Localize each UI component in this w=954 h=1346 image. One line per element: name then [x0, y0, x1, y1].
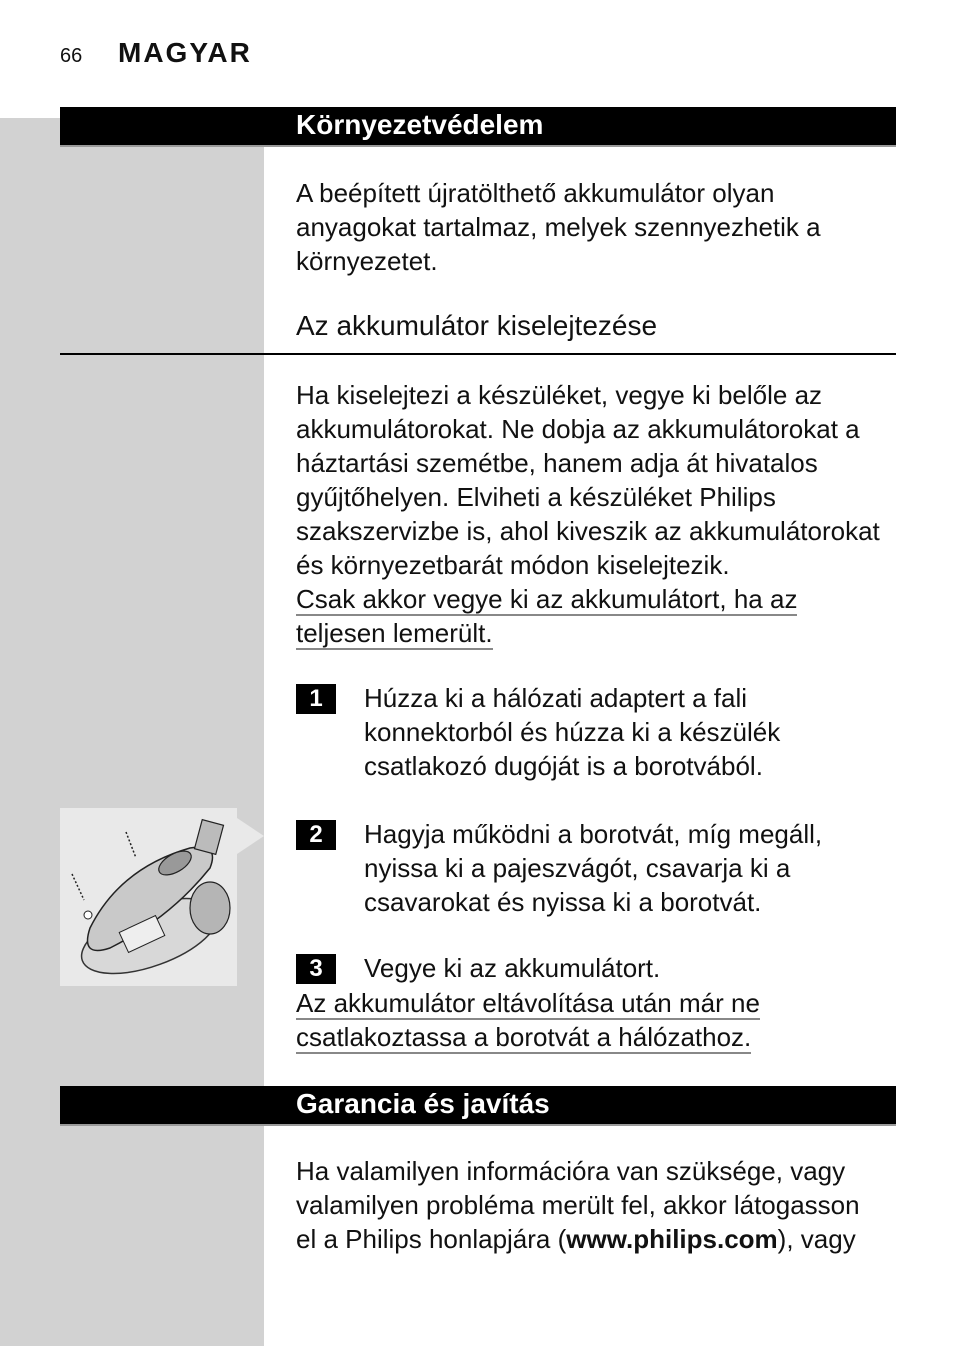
philips-website-link[interactable]: www.philips.com [566, 1224, 778, 1254]
para-line: Ha kiselejtezi a készüléket, vegye ki belőle az [296, 380, 823, 410]
language-heading: MAGYAR [118, 37, 252, 68]
para-line: akkumulátorokat. Ne dobja az akkumulátorokat a [296, 414, 860, 444]
step-line: csavarokat és nyissa ki a borotvát. [364, 887, 762, 917]
warranty-paragraph [296, 1154, 896, 1256]
para-text: ), vagy [777, 1224, 856, 1254]
note-discharge [296, 582, 797, 650]
step-number: 3 [296, 954, 336, 984]
disposal-paragraph [296, 378, 896, 582]
step-line: csatlakozó dugóját is a borotvából. [364, 751, 763, 781]
para-text: el a Philips honlapjára ( [296, 1224, 567, 1254]
note-after-removal [296, 986, 760, 1054]
para-line: szakszervizbe is, ahol kiveszik az akkumulátorokat [296, 516, 880, 546]
section-title: Környezetvédelem [296, 109, 544, 140]
step-number: 1 [296, 684, 336, 714]
section-header-warranty [60, 1086, 896, 1126]
step-text [364, 681, 904, 783]
step-line: nyissa ki a pajeszvágót, csavarja ki a [364, 853, 791, 883]
para-line: és környezetbarát módon kiselejtezik. [296, 550, 730, 580]
step-line: Hagyja működni a borotvát, míg megáll, [364, 819, 823, 849]
note-line: teljesen lemerült. [296, 618, 493, 648]
note-line: Csak akkor vegye ki az akkumulátort, ha az [296, 584, 798, 614]
step-line: Húzza ki a hálózati adaptert a fali [364, 683, 747, 713]
shaver-drawing-icon [60, 808, 237, 986]
step-line: Vegye ki az akkumulátort. [364, 953, 661, 983]
illustration-pointer [237, 818, 264, 854]
step-text [364, 951, 904, 985]
para-line: gyűjtőhelyen. Elviheti a készüléket Philips [296, 482, 776, 512]
para-line: valamilyen probléma merült fel, akkor látogasson [296, 1190, 860, 1220]
para-line: Ha valamilyen információra van szüksége, vagy [296, 1156, 846, 1186]
step-line: konnektorból és húzza ki a készülék [364, 717, 781, 747]
section-title: Garancia és javítás [296, 1088, 550, 1119]
shaver-illustration [60, 808, 237, 986]
section-header-environment [60, 107, 896, 147]
subsection-title: Az akkumulátor kiselejtezése [296, 310, 658, 341]
intro-paragraph: A beépített újratölthető akkumulátor olyan anyagokat tartalmaz, melyek szennyezhetik a környezetet. [296, 178, 821, 276]
step-text [364, 817, 904, 919]
note-line: csatlakoztassa a borotvát a hálózathoz. [296, 1022, 752, 1052]
subsection-rule [60, 353, 896, 355]
para-line: háztartási szemétbe, hanem adja át hivatalos [296, 448, 818, 478]
sidebar-column [0, 118, 264, 1346]
step-number: 2 [296, 820, 336, 850]
page-number: 66 [60, 45, 83, 67]
note-line: Az akkumulátor eltávolítása után már ne [296, 988, 760, 1018]
para-line [296, 1222, 896, 1256]
